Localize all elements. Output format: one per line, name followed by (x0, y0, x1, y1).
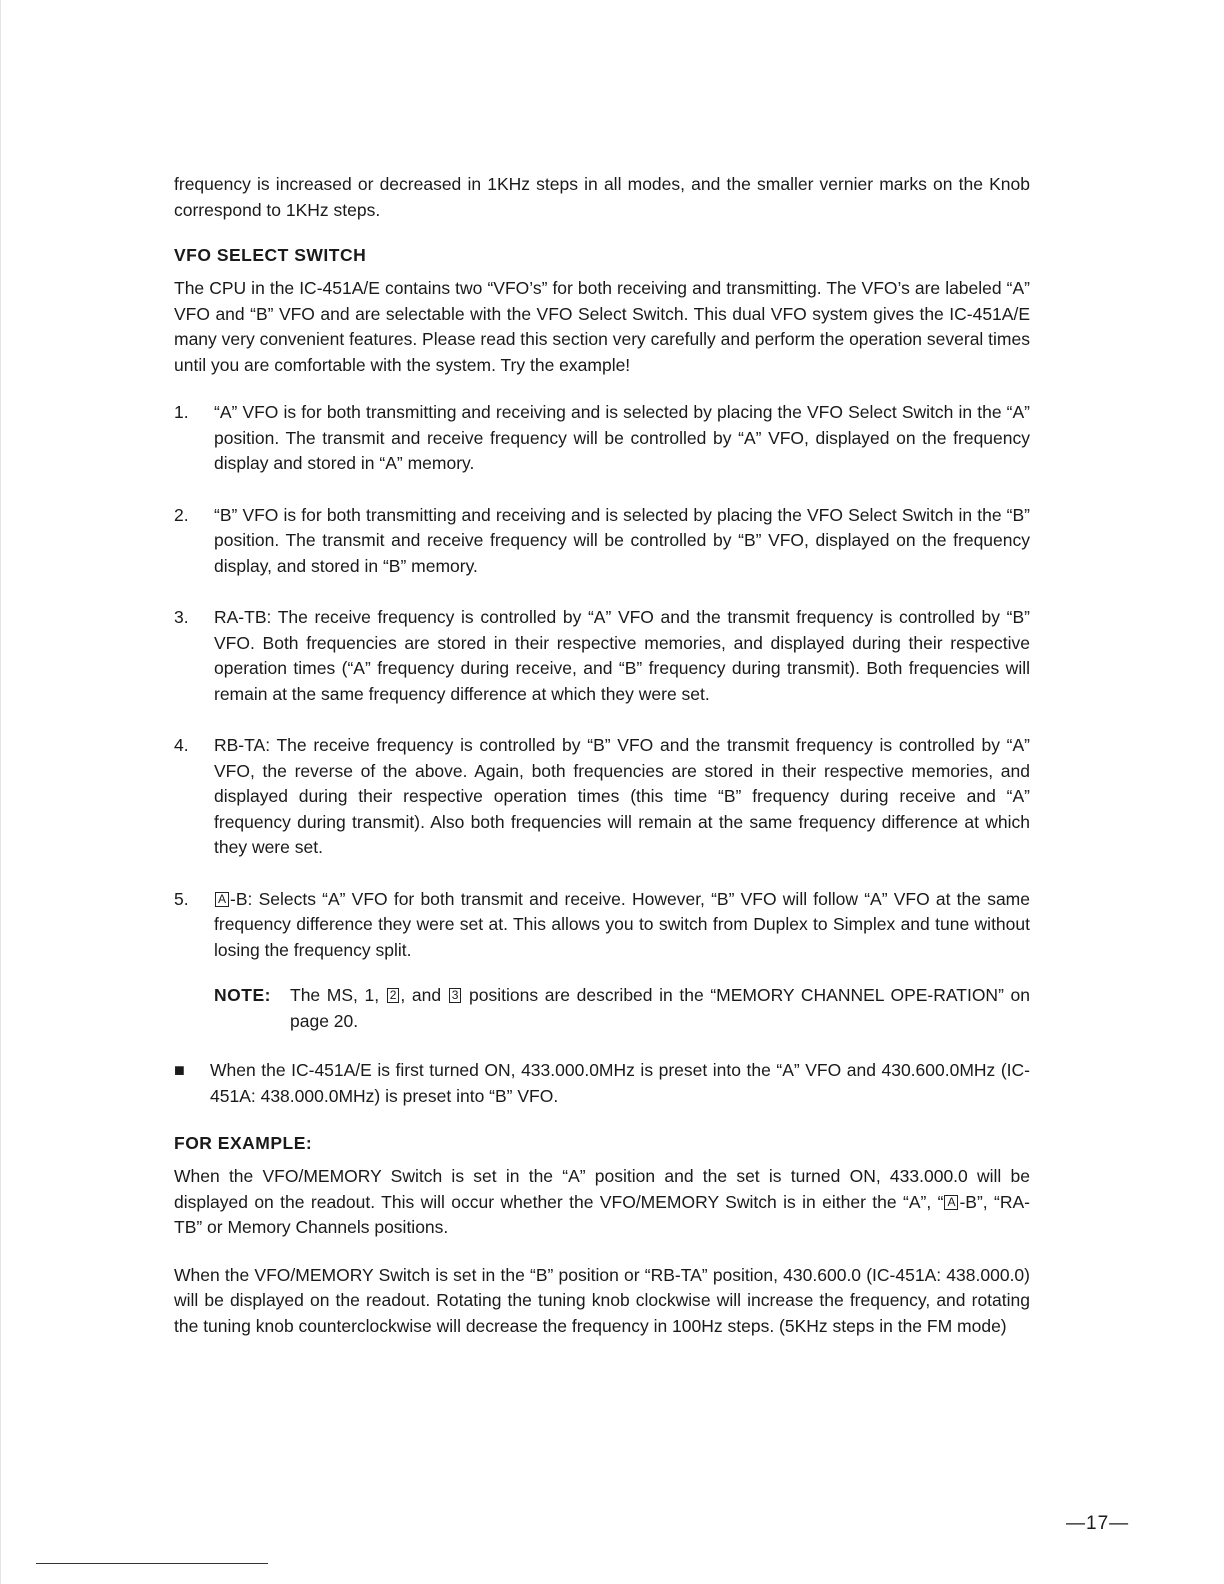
boxed-3-symbol: 3 (449, 988, 462, 1003)
list-item-number: 5. (174, 888, 189, 909)
note-text-part: The MS, 1, (290, 985, 380, 1005)
preset-bullet (174, 1058, 1030, 1109)
page-number: —17— (1066, 1513, 1130, 1534)
list-item-text: RB-TA: The receive frequency is controlled by “B” VFO and the transmit frequency is controlled by “A” VFO, the reverse of the above. Again, both frequencies are stored in their respective memories, and displayed during their respective operation times (this time “B” frequency during receive and “A” frequency during transmit). Also both frequencies will remain at the same frequency difference at which they were set. (214, 735, 1030, 857)
list-item (174, 400, 1030, 477)
boxed-a-symbol: A (944, 1195, 958, 1210)
for-example-heading: FOR EXAMPLE: (174, 1133, 313, 1153)
list-item (174, 887, 1030, 964)
vfo-select-heading: VFO SELECT SWITCH (174, 245, 367, 265)
list-item-number: 4. (174, 735, 189, 755)
list-item-text: “A” VFO is for both transmitting and receiving and is selected by placing the VFO Select Switch in the “A” position. The transmit and receive frequency will be controlled by “A” VFO, displayed on the frequency display and stored in “A” memory. (214, 402, 1030, 473)
page-content (174, 172, 1030, 1339)
list-item-text-body: -B: Selects “A” VFO for both transmit and receive. However, “B” VFO will follow “A” VFO at the same frequency difference they were set at. This allows you to switch from Duplex to Simplex and tune without losing the frequency split. (214, 888, 1030, 960)
list-item-number: 1. (174, 402, 189, 422)
note-text-part: positions are described in the “MEMORY CHANNEL OPE-RATION” on page 20. (290, 985, 1030, 1031)
footer-rule (36, 1563, 268, 1564)
list-item-number: 3. (174, 607, 189, 627)
note-label: NOTE: (214, 985, 271, 1005)
list-item-number: 2. (174, 504, 189, 525)
example-paragraph-2: When the VFO/MEMORY Switch is set in the “B” position or “RB-TA” position, 430.600.0 (IC-451A: 438.000.0) will be displayed on the readout. Rotating the tuning knob clockwise will increase the frequency, and rotating the tuning knob counterclockwise will decrease the frequency in 100Hz steps. (5KHz steps in the FM mode) (174, 1264, 1030, 1336)
boxed-2-symbol: 2 (387, 988, 400, 1003)
scan-margin-line (0, 0, 1, 1584)
example-paragraph-1 (174, 1164, 1030, 1241)
bullet-text: When the IC-451A/E is first turned ON, 433.000.0MHz is preset into the “A” VFO and 430.600.0MHz (IC-451A: 438.000.0MHz) is preset into “B” VFO. (210, 1060, 1030, 1106)
vfo-select-paragraph: The CPU in the IC-451A/E contains two “VFO’s” for both receiving and transmitting. The VFO’s are labeled “A” VFO and “B” VFO and are selectable with the VFO Select Switch. This dual VFO system gives the IC-451A/E many very convenient features. Please read this section very carefully and perform the operation several times until you are comfortable with the system. Try the example! (174, 278, 1030, 375)
list-item-text: “B” VFO is for both transmitting and receiving and is selected by placing the VFO Select Switch in the “B” position. The transmit and receive frequency will be controlled by “B” VFO, displayed on the frequency display, and stored in “B” memory. (214, 504, 1030, 576)
square-bullet-icon: ■ (174, 1060, 185, 1080)
list-item (174, 605, 1030, 707)
note-text-part: , and (400, 985, 442, 1005)
list-item (174, 503, 1030, 580)
note-text (290, 983, 1030, 1034)
list-item-text (214, 887, 1030, 964)
boxed-a-symbol: A (215, 892, 229, 907)
intro-paragraph: frequency is increased or decreased in 1KHz steps in all modes, and the smaller vernier marks on the Knob correspond to 1KHz steps. (174, 174, 1030, 220)
list-item-text: RA-TB: The receive frequency is controlled by “A” VFO and the transmit frequency is controlled by “B” VFO. Both frequencies are stored in their respective memories, and displayed during their respective operation times (“A” frequency during receive, and “B” frequency during transmit). Both frequencies will remain at the same frequency difference at which they were set. (214, 607, 1030, 704)
example-text-part: When the VFO/MEMORY Switch is set in the “A” position and the set is turned ON, 433.000.0 will be displayed on the readout. This will occur whether the VFO/MEMORY Switch is in either the “A”, “ (174, 1166, 1030, 1212)
vfo-mode-list (174, 400, 1030, 963)
list-item (174, 733, 1030, 861)
note-block (214, 983, 1030, 1034)
example-text-part: -B”, “RA-TB” or Memory Channels positions. (174, 1191, 1030, 1237)
